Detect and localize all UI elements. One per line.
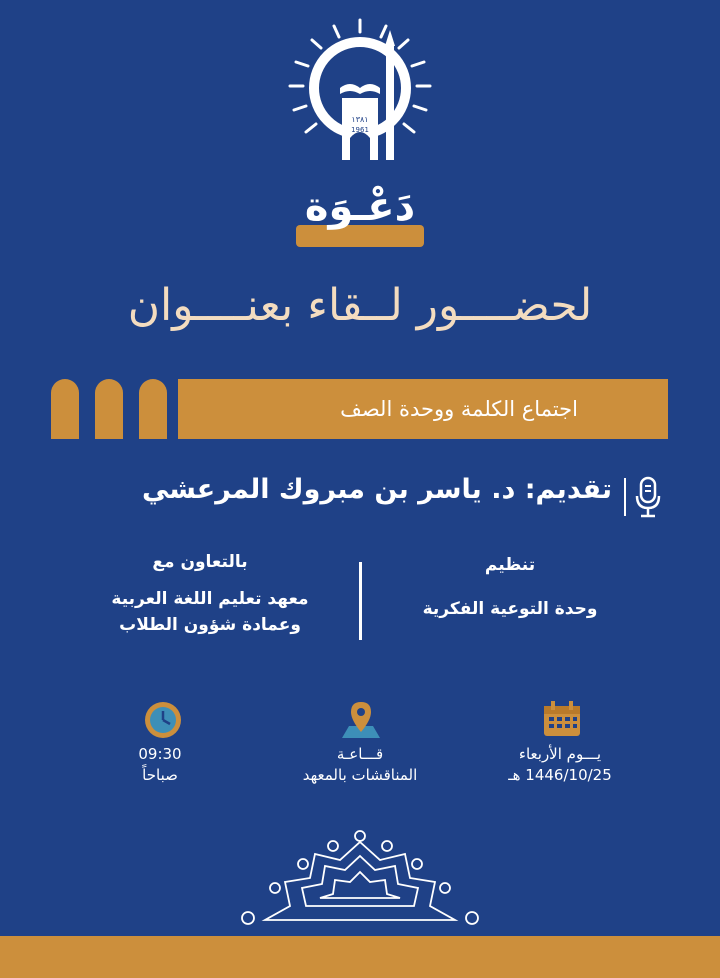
organized-by-value: وحدة التوعية الفكرية xyxy=(422,599,598,619)
date-value: 1446/10/25 هـ xyxy=(508,766,612,784)
topic-title: اجتماع الكلمة ووحدة الصف xyxy=(340,397,578,421)
decorative-bar-3 xyxy=(139,379,167,439)
time-value: 09:30 xyxy=(138,745,182,763)
decorative-ornament xyxy=(230,830,490,940)
university-logo xyxy=(286,14,434,166)
microphone-icon xyxy=(633,476,663,518)
svg-text:١٣٨١: ١٣٨١ xyxy=(351,115,369,124)
collaboration-line-2: وعمادة شؤون الطلاب xyxy=(119,615,301,635)
place-value: المناقشات بالمعهد xyxy=(302,766,418,784)
bottom-strip xyxy=(0,936,720,978)
invitation-subtitle: لحضــــور لــقاء بعنــــوان xyxy=(127,280,593,331)
place-hall: قـــاعـة xyxy=(336,745,384,763)
time-period: صباحاً xyxy=(142,766,178,784)
clock-icon xyxy=(141,698,185,742)
presenter-divider xyxy=(624,478,626,516)
svg-text:1961: 1961 xyxy=(351,126,369,134)
invitation-badge: دَعْـوَة xyxy=(304,184,416,230)
presenter-name: تقديم: د. ياسر بن مبروك المرعشي xyxy=(141,474,612,505)
decorative-bar-2 xyxy=(95,379,123,439)
location-pin-icon xyxy=(339,698,383,742)
collaboration-line-1: معهد تعليم اللغة العربية xyxy=(111,589,309,609)
organized-by-title: تنظيم xyxy=(484,555,536,575)
date-day: يـــوم الأربعاء xyxy=(518,745,602,763)
organizers-divider xyxy=(359,562,362,640)
collaboration-title: بالتعاون مع xyxy=(152,552,248,572)
calendar-icon xyxy=(540,698,584,742)
decorative-bar-1 xyxy=(51,379,79,439)
